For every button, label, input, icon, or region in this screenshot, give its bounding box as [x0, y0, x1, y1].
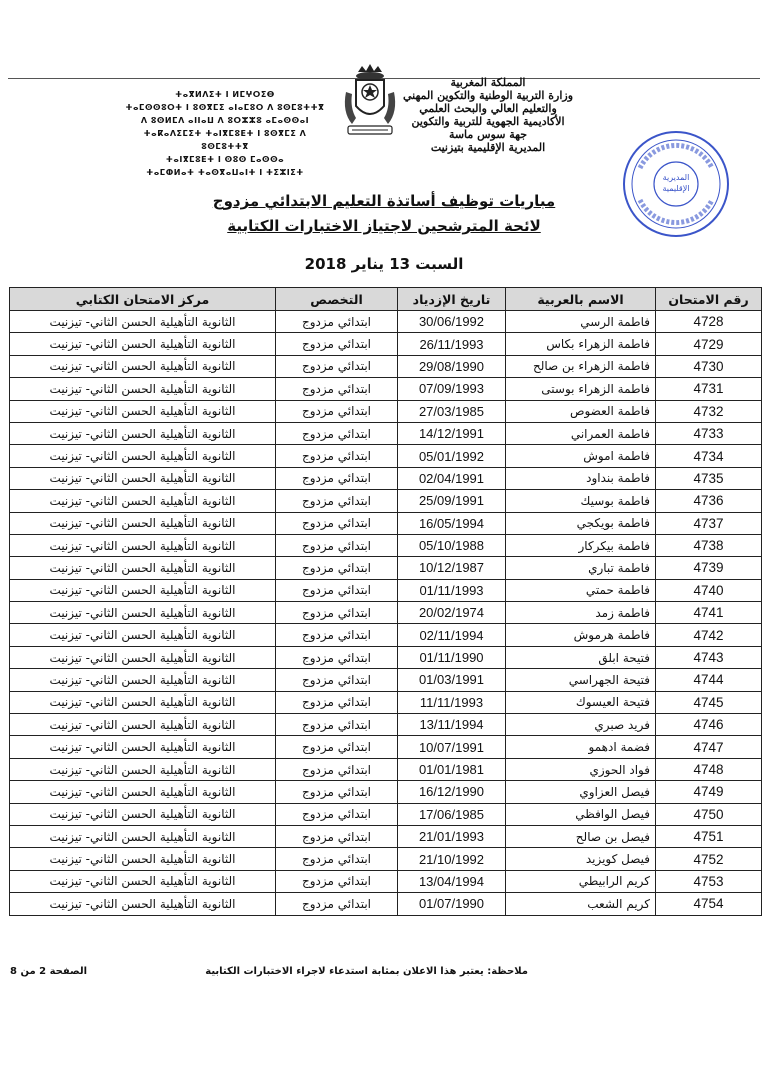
header-birth-date: تاريخ الإزدياد — [398, 288, 506, 311]
cell-specialty: ابتدائي مزدوج — [276, 333, 398, 355]
cell-specialty: ابتدائي مزدوج — [276, 467, 398, 489]
cell-specialty: ابتدائي مزدوج — [276, 803, 398, 825]
cell-exam-center: الثانوية التأهيلية الحسن الثاني- تيزنيت — [10, 624, 276, 646]
cell-exam-center: الثانوية التأهيلية الحسن الثاني- تيزنيت — [10, 870, 276, 892]
cell-exam-number: 4744 — [656, 669, 762, 691]
cell-birth-date: 07/09/1993 — [398, 378, 506, 400]
cell-specialty: ابتدائي مزدوج — [276, 669, 398, 691]
cell-name: فيصل العزاوي — [506, 781, 656, 803]
table-row — [10, 825, 762, 847]
cell-name: فيصل الوافظي — [506, 803, 656, 825]
royal-emblem-icon — [338, 62, 402, 144]
cell-name: فاطمة الزهراء بوستى — [506, 378, 656, 400]
table-header-row — [10, 288, 762, 311]
cell-exam-center: الثانوية التأهيلية الحسن الثاني- تيزنيت — [10, 557, 276, 579]
cell-specialty: ابتدائي مزدوج — [276, 781, 398, 803]
table-row — [10, 355, 762, 377]
cell-birth-date: 17/06/1985 — [398, 803, 506, 825]
cell-birth-date: 13/04/1994 — [398, 870, 506, 892]
cell-specialty: ابتدائي مزدوج — [276, 422, 398, 444]
cell-exam-center: الثانوية التأهيلية الحسن الثاني- تيزنيت — [10, 848, 276, 870]
cell-birth-date: 21/10/1992 — [398, 848, 506, 870]
cell-specialty: ابتدائي مزدوج — [276, 870, 398, 892]
cell-name: فاطمة اموش — [506, 445, 656, 467]
cell-exam-number: 4750 — [656, 803, 762, 825]
header-arabic-line: المديرية الإقليمية بتيزنيت — [430, 141, 546, 154]
cell-birth-date: 25/09/1991 — [398, 490, 506, 512]
cell-specialty: ابتدائي مزدوج — [276, 602, 398, 624]
table-row — [10, 646, 762, 668]
header-exam-number: رقم الامتحان — [656, 288, 762, 311]
cell-exam-center: الثانوية التأهيلية الحسن الثاني- تيزنيت — [10, 490, 276, 512]
table-row — [10, 893, 762, 915]
header-tifinagh-line: ⵜⴰⵎⵙⵙⵓⵔⵜ ⵏ ⵓⵙⴳⵎⵉ ⴰⵏⴰⵎⵓⵔ ⴷ ⵓⵙⵎⵓⵜⵜⴳ — [125, 103, 325, 112]
cell-specialty: ابتدائي مزدوج — [276, 736, 398, 758]
cell-birth-date: 01/07/1990 — [398, 893, 506, 915]
header-specialty: التخصص — [276, 288, 398, 311]
cell-exam-center: الثانوية التأهيلية الحسن الثاني- تيزنيت — [10, 691, 276, 713]
cell-exam-center: الثانوية التأهيلية الحسن الثاني- تيزنيت — [10, 445, 276, 467]
cell-specialty: ابتدائي مزدوج — [276, 691, 398, 713]
cell-name: فاطمة الزهراء بن صالح — [506, 355, 656, 377]
cell-exam-center: الثانوية التأهيلية الحسن الثاني- تيزنيت — [10, 534, 276, 556]
cell-birth-date: 02/04/1991 — [398, 467, 506, 489]
table-row — [10, 579, 762, 601]
cell-exam-center: الثانوية التأهيلية الحسن الثاني- تيزنيت — [10, 758, 276, 780]
header-tifinagh-line: ⵜⴰⵏⴳⵎⵓⴹⵜ ⵏ ⵙⵓⵙ ⵎⴰⵙⵙⴰ — [165, 155, 285, 164]
cell-name: فاطمة العضوص — [506, 400, 656, 422]
cell-name: فتيحة العيسوك — [506, 691, 656, 713]
cell-name: فريد صبري — [506, 714, 656, 736]
cell-name: فاطمة العمراني — [506, 422, 656, 444]
header-tifinagh-line: ⵜⴰⵎⵀⵍⴰⵜ ⵜⴰⵙⴳⴰⵡⴰⵏⵜ ⵏ ⵜⵉⵣⵏⵉⵜ — [146, 168, 304, 177]
cell-exam-number: 4732 — [656, 400, 762, 422]
cell-birth-date: 02/11/1994 — [398, 624, 506, 646]
svg-text:المديرية: المديرية — [662, 173, 690, 182]
cell-exam-number: 4743 — [656, 646, 762, 668]
cell-exam-number: 4741 — [656, 602, 762, 624]
cell-birth-date: 01/11/1990 — [398, 646, 506, 668]
cell-birth-date: 26/11/1993 — [398, 333, 506, 355]
cell-exam-number: 4748 — [656, 758, 762, 780]
cell-specialty: ابتدائي مزدوج — [276, 758, 398, 780]
header-arabic-line: المملكة المغربية — [450, 76, 526, 89]
cell-exam-number: 4735 — [656, 467, 762, 489]
table-row — [10, 311, 762, 333]
cell-birth-date: 13/11/1994 — [398, 714, 506, 736]
header-exam-center: مركز الامتحان الكتابي — [10, 288, 276, 311]
cell-name: فتيحة ابلق — [506, 646, 656, 668]
cell-exam-number: 4731 — [656, 378, 762, 400]
cell-exam-number: 4751 — [656, 825, 762, 847]
cell-name: فاطمة حمتي — [506, 579, 656, 601]
footer-note: ملاحظة: يعتبر هذا الاعلان بمثابة استدعاء لاجراء الاختبارات الكتابية — [205, 966, 528, 977]
cell-exam-number: 4733 — [656, 422, 762, 444]
cell-exam-number: 4737 — [656, 512, 762, 534]
cell-exam-center: الثانوية التأهيلية الحسن الثاني- تيزنيت — [10, 333, 276, 355]
cell-birth-date: 27/03/1985 — [398, 400, 506, 422]
cell-birth-date: 01/03/1991 — [398, 669, 506, 691]
cell-exam-center: الثانوية التأهيلية الحسن الثاني- تيزنيت — [10, 355, 276, 377]
header-arabic-line: جهة سوس ماسة — [448, 128, 528, 141]
header-arabic-line: وزارة التربية الوطنية والتكوين المهني — [402, 89, 574, 102]
cell-name: فاطمة بوسيك — [506, 490, 656, 512]
cell-exam-number: 4738 — [656, 534, 762, 556]
cell-exam-center: الثانوية التأهيلية الحسن الثاني- تيزنيت — [10, 736, 276, 758]
candidates-table — [9, 287, 762, 916]
cell-exam-number: 4753 — [656, 870, 762, 892]
table-row — [10, 758, 762, 780]
cell-exam-center: الثانوية التأهيلية الحسن الثاني- تيزنيت — [10, 378, 276, 400]
cell-exam-center: الثانوية التأهيلية الحسن الثاني- تيزنيت — [10, 825, 276, 847]
table-row — [10, 534, 762, 556]
cell-birth-date: 14/12/1991 — [398, 422, 506, 444]
cell-exam-center: الثانوية التأهيلية الحسن الثاني- تيزنيت — [10, 714, 276, 736]
table-row — [10, 714, 762, 736]
cell-exam-center: الثانوية التأهيلية الحسن الثاني- تيزنيت — [10, 669, 276, 691]
cell-name: فاطمة بويكجي — [506, 512, 656, 534]
table-row — [10, 691, 762, 713]
header-tifinagh-line: ⵜⴰⴽⴰⴷⵉⵎⵉⵜ ⵜⴰⵏⴳⵎⵓⴹⵜ ⵏ ⵓⵙⴳⵎⵉ ⴷ ⵓⵙⵎⵓⵜⵜⴳ — [143, 129, 307, 151]
table-row — [10, 378, 762, 400]
cell-birth-date: 20/02/1974 — [398, 602, 506, 624]
header-arabic-line: الأكاديمية الجهوية للتربية والتكوين — [411, 115, 565, 128]
cell-specialty: ابتدائي مزدوج — [276, 534, 398, 556]
table-row — [10, 624, 762, 646]
cell-exam-number: 4739 — [656, 557, 762, 579]
cell-exam-center: الثانوية التأهيلية الحسن الثاني- تيزنيت — [10, 422, 276, 444]
cell-exam-number: 4747 — [656, 736, 762, 758]
cell-exam-center: الثانوية التأهيلية الحسن الثاني- تيزنيت — [10, 602, 276, 624]
page-number: الصفحة 2 من 8 — [10, 966, 88, 977]
cell-birth-date: 16/12/1990 — [398, 781, 506, 803]
table-row — [10, 803, 762, 825]
cell-exam-center: الثانوية التأهيلية الحسن الثاني- تيزنيت — [10, 803, 276, 825]
cell-specialty: ابتدائي مزدوج — [276, 579, 398, 601]
cell-name: فاطمة بيكركار — [506, 534, 656, 556]
cell-specialty: ابتدائي مزدوج — [276, 557, 398, 579]
header-arabic-line: والتعليم العالي والبحث العلمي — [419, 102, 557, 115]
cell-specialty: ابتدائي مزدوج — [276, 400, 398, 422]
cell-birth-date: 16/05/1994 — [398, 512, 506, 534]
cell-specialty: ابتدائي مزدوج — [276, 646, 398, 668]
title-candidate-list: لائحة المترشحين لاجتياز الاختبارات الكتابية — [227, 217, 541, 235]
cell-name: فواد الحوزي — [506, 758, 656, 780]
cell-name: فاطمة الزهراء بكاس — [506, 333, 656, 355]
table-row — [10, 848, 762, 870]
table-row — [10, 669, 762, 691]
cell-specialty: ابتدائي مزدوج — [276, 512, 398, 534]
cell-specialty: ابتدائي مزدوج — [276, 848, 398, 870]
cell-birth-date: 10/12/1987 — [398, 557, 506, 579]
cell-exam-number: 4754 — [656, 893, 762, 915]
header-tifinagh-block — [120, 88, 330, 179]
title-competition: مباريات توظيف أساتذة التعليم الابتدائي مزدوج — [212, 192, 556, 210]
cell-specialty: ابتدائي مزدوج — [276, 624, 398, 646]
cell-birth-date: 11/11/1993 — [398, 691, 506, 713]
cell-birth-date: 05/01/1992 — [398, 445, 506, 467]
table-row — [10, 512, 762, 534]
cell-name: فاطمة الرسي — [506, 311, 656, 333]
cell-exam-center: الثانوية التأهيلية الحسن الثاني- تيزنيت — [10, 311, 276, 333]
table-row — [10, 400, 762, 422]
cell-exam-number: 4740 — [656, 579, 762, 601]
table-row — [10, 467, 762, 489]
cell-exam-center: الثانوية التأهيلية الحسن الثاني- تيزنيت — [10, 646, 276, 668]
svg-text:الإقليمية: الإقليمية — [662, 184, 690, 193]
cell-specialty: ابتدائي مزدوج — [276, 714, 398, 736]
table-row — [10, 422, 762, 444]
cell-specialty: ابتدائي مزدوج — [276, 445, 398, 467]
cell-name: فاطمة تباري — [506, 557, 656, 579]
cell-exam-center: الثانوية التأهيلية الحسن الثاني- تيزنيت — [10, 893, 276, 915]
title-date: السبت 13 يناير 2018 — [304, 255, 464, 273]
cell-exam-number: 4736 — [656, 490, 762, 512]
cell-specialty: ابتدائي مزدوج — [276, 311, 398, 333]
cell-exam-number: 4745 — [656, 691, 762, 713]
cell-exam-number: 4742 — [656, 624, 762, 646]
cell-birth-date: 29/08/1990 — [398, 355, 506, 377]
table-row — [10, 870, 762, 892]
cell-exam-number: 4729 — [656, 333, 762, 355]
cell-exam-center: الثانوية التأهيلية الحسن الثاني- تيزنيت — [10, 579, 276, 601]
header-tifinagh-line: ⵜⴰⴳⵍⴷⵉⵜ ⵏ ⵍⵎⵖⵔⵉⴱ — [175, 90, 275, 99]
cell-exam-center: الثانوية التأهيلية الحسن الثاني- تيزنيت — [10, 512, 276, 534]
cell-birth-date: 21/01/1993 — [398, 825, 506, 847]
cell-name: فاطمة بنداود — [506, 467, 656, 489]
cell-birth-date: 01/01/1981 — [398, 758, 506, 780]
cell-name: فيصل بن صالح — [506, 825, 656, 847]
cell-specialty: ابتدائي مزدوج — [276, 378, 398, 400]
cell-birth-date: 01/11/1993 — [398, 579, 506, 601]
table-row — [10, 445, 762, 467]
table-row — [10, 490, 762, 512]
cell-birth-date: 30/06/1992 — [398, 311, 506, 333]
cell-exam-number: 4734 — [656, 445, 762, 467]
table-row — [10, 736, 762, 758]
cell-exam-number: 4752 — [656, 848, 762, 870]
cell-specialty: ابتدائي مزدوج — [276, 355, 398, 377]
cell-exam-number: 4728 — [656, 311, 762, 333]
cell-name: كريم الرابيطي — [506, 870, 656, 892]
cell-name: فاطمة هرموش — [506, 624, 656, 646]
cell-exam-center: الثانوية التأهيلية الحسن الثاني- تيزنيت — [10, 400, 276, 422]
cell-birth-date: 05/10/1988 — [398, 534, 506, 556]
cell-name: كريم الشعب — [506, 893, 656, 915]
cell-specialty: ابتدائي مزدوج — [276, 825, 398, 847]
cell-birth-date: 10/07/1991 — [398, 736, 506, 758]
cell-name: فتيحة الجهراسي — [506, 669, 656, 691]
cell-specialty: ابتدائي مزدوج — [276, 893, 398, 915]
cell-specialty: ابتدائي مزدوج — [276, 490, 398, 512]
header-name: الاسم بالعربية — [506, 288, 656, 311]
cell-exam-number: 4730 — [656, 355, 762, 377]
official-stamp-icon — [620, 128, 732, 240]
table-row — [10, 557, 762, 579]
cell-name: فاطمة زمد — [506, 602, 656, 624]
cell-exam-center: الثانوية التأهيلية الحسن الثاني- تيزنيت — [10, 781, 276, 803]
cell-name: فيصل كويزيد — [506, 848, 656, 870]
cell-exam-number: 4749 — [656, 781, 762, 803]
cell-name: فضمة ادهمو — [506, 736, 656, 758]
table-row — [10, 333, 762, 355]
table-row — [10, 781, 762, 803]
cell-exam-center: الثانوية التأهيلية الحسن الثاني- تيزنيت — [10, 467, 276, 489]
cell-exam-number: 4746 — [656, 714, 762, 736]
header-tifinagh-line: ⴷ ⵓⵙⵍⵎⴷ ⴰⵏⵏⴰⵡ ⴷ ⵓⵔⵣⵣⵓ ⴰⵎⴰⵙⵙⴰⵏ — [140, 116, 310, 125]
table-row — [10, 602, 762, 624]
